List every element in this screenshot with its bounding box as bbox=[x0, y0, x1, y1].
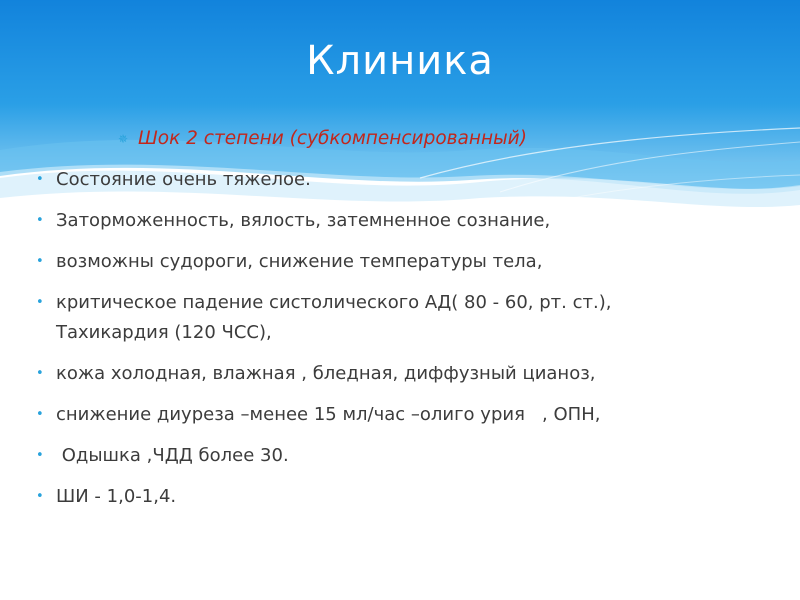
list-item-text: Тахикардия (120 ЧСС), bbox=[56, 322, 272, 343]
dot-bullet-icon: • bbox=[36, 489, 44, 504]
dot-bullet-icon: • bbox=[36, 295, 44, 310]
list-item-text: критическое падение систолического АД( 80 - 60, рт. ст.), bbox=[56, 292, 612, 313]
slide-content bbox=[36, 124, 776, 523]
dot-bullet-icon: • bbox=[36, 213, 44, 228]
dot-bullet-icon: • bbox=[36, 448, 44, 463]
list-item-text: Одышка ,ЧДД более 30. bbox=[56, 445, 289, 466]
slide-title: Клиника bbox=[306, 38, 494, 84]
list-item-continuation bbox=[36, 318, 776, 348]
heading-text: Шок 2 степени (субкомпенсированный) bbox=[138, 128, 527, 149]
list-item-text: ШИ - 1,0-1,4. bbox=[56, 486, 177, 507]
list-item bbox=[36, 441, 776, 471]
list-item-text: кожа холодная, влажная , бледная, диффузный цианоз, bbox=[56, 363, 596, 384]
list-item bbox=[36, 165, 776, 195]
list-item bbox=[36, 206, 776, 236]
list-item bbox=[36, 400, 776, 430]
dot-bullet-icon: • bbox=[36, 366, 44, 381]
list-item bbox=[36, 247, 776, 277]
list-item bbox=[36, 482, 776, 512]
dot-bullet-icon: • bbox=[36, 407, 44, 422]
list-item-text: возможны судороги, снижение температуры тела, bbox=[56, 251, 543, 272]
heading-row bbox=[36, 124, 776, 154]
dot-bullet-icon: • bbox=[36, 254, 44, 269]
list-item-text: Заторможенность, вялость, затемненное сознание, bbox=[56, 210, 551, 231]
dot-bullet-icon: • bbox=[36, 172, 44, 187]
list-item bbox=[36, 359, 776, 389]
list-item-text: Состояние очень тяжелое. bbox=[56, 169, 311, 190]
list-item-text: снижение диуреза –менее 15 мл/час –олиго урия , ОПН, bbox=[56, 404, 601, 425]
list-item bbox=[36, 288, 776, 318]
star-bullet-icon: ✵ bbox=[118, 132, 129, 146]
